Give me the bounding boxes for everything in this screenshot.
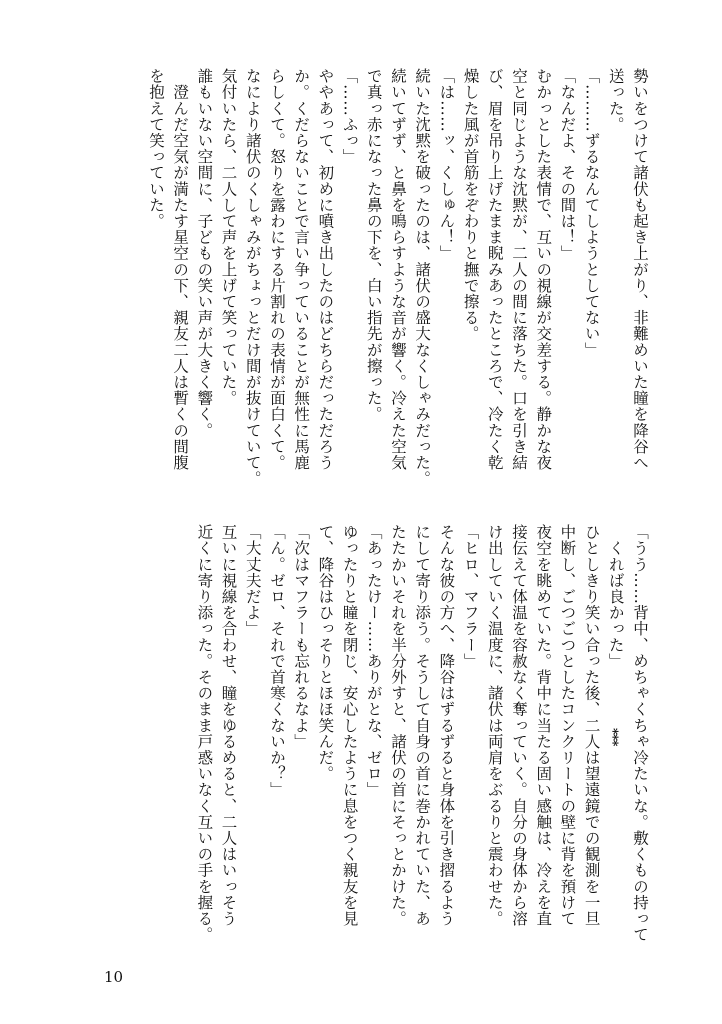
text-line: ややあって、初めに噴き出したのはどちらだっただろう xyxy=(316,68,335,471)
text-line: 「は……ッ、くしゅん！」 xyxy=(437,68,456,262)
text-line: たたかいそれを半分外すと、諸伏の首にそっとかけた。 xyxy=(388,524,407,927)
text-line: 気付いたら、二人して声を上げて笑っていた。 xyxy=(219,68,238,407)
text-line: 澄んだ空気が満たす星空の下、親友二人は暫くの間腹 xyxy=(171,68,190,471)
text-line: 「なんだよ、その間は！」 xyxy=(558,68,577,262)
text-line: 接伝えて体温を容赦なく奪っていく。自分の身体から溶 xyxy=(509,524,528,927)
page-number: 10 xyxy=(104,968,124,986)
text-line: を抱えて笑っていた。 xyxy=(146,68,165,229)
text-line: 「ん。ゼロ、それで首寒くないか？」 xyxy=(267,524,286,798)
text-line: 「あったけー……ありがとな、ゼロ」 xyxy=(364,524,383,798)
bottom-text-block xyxy=(52,524,652,964)
text-line: 誰もいない空間に、子どもの笑い声が大きく響く。 xyxy=(195,68,214,439)
text-line: で真っ赤になった鼻の下を、白い指先が擦った。 xyxy=(364,68,383,423)
text-line: らしくて。怒りを露わにする片割れの表情が面白くて。 xyxy=(267,68,286,471)
text-line: くれば良かった」 xyxy=(606,524,625,669)
text-line: 「………ずるなんてしようとしてない」 xyxy=(582,68,601,358)
text-line: 「ヒロ、マフラー」 xyxy=(461,524,480,669)
text-line: 「次はマフラーも忘れるなよ」 xyxy=(292,524,311,750)
scene-divider: *** xyxy=(605,728,620,746)
text-line: 中断し、ごつごつとしたコンクリートの壁に背を預けて xyxy=(558,524,577,927)
text-line: び、眉を吊り上げたまま睨みあったところで、冷たく乾 xyxy=(485,68,504,471)
text-line: 空と同じような沈黙が、二人の間に落ちた。口を引き結 xyxy=(509,68,528,471)
text-line: 互いに視線を合わせ、瞳をゆるめると、二人はいっそう xyxy=(219,524,238,927)
text-line: 夜空を眺めていた。背中に当たる固い感触は、冷えを直 xyxy=(534,524,553,927)
text-line: ひとしきり笑い合った後、二人は望遠鏡での観測を一旦 xyxy=(582,524,601,927)
text-line: 「大丈夫だよ」 xyxy=(243,524,262,637)
text-line: 「……ふっ」 xyxy=(340,68,359,165)
text-line: むかっとした表情で、互いの視線が交差する。静かな夜 xyxy=(534,68,553,471)
text-line: そんな彼の方へ、降谷はずるずると身体を引き摺るよう xyxy=(437,524,456,927)
text-line: 勢いをつけて諸伏も起き上がり、非難めいた瞳を降谷へ xyxy=(631,68,649,471)
text-line: 送った。 xyxy=(606,68,625,133)
text-line: なにより諸伏のくしゃみがちょっとだけ間が抜けていて。 xyxy=(243,68,262,487)
text-line: 続いてずず、と鼻を鳴らすような音が響く。冷えた空気 xyxy=(388,68,407,471)
text-line: 「うう……背中、めちゃくちゃ冷たいな。敷くもの持って xyxy=(631,524,649,943)
text-line: 近くに寄り添った。そのまま戸惑いなく互いの手を握る。 xyxy=(195,524,214,943)
text-line: 燥した風が首筋をぞわりと撫で擦る。 xyxy=(461,68,480,342)
text-line: て、降谷はひっそりとほほ笑んだ。 xyxy=(316,524,335,782)
text-line: け出していく温度に、諸伏は両肩をぶるりと震わせた。 xyxy=(485,524,504,927)
text-line: にして寄り添う。そうして自身の首に巻かれていた、あ xyxy=(413,524,432,927)
text-line: か。くだらないことで言い争っていることが無性に馬鹿 xyxy=(292,68,311,471)
text-line: ゆったりと瞳を閉じ、安心したように息をつく親友を見 xyxy=(340,524,359,927)
top-text-block xyxy=(52,68,652,508)
text-line: 続いた沈黙を破ったのは、諸伏の盛大なくしゃみだった。 xyxy=(413,68,432,487)
